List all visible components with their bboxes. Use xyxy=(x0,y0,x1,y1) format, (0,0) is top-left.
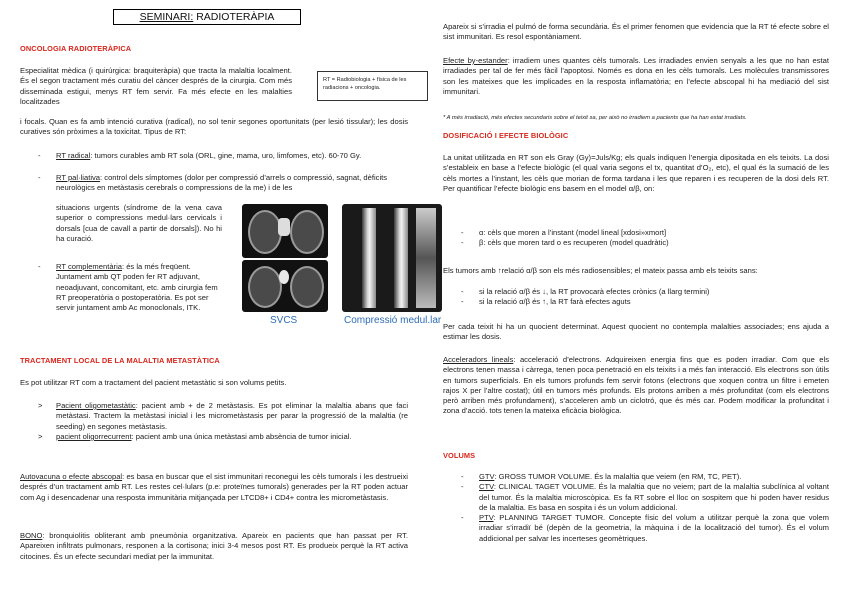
ct-scan-image xyxy=(242,260,328,312)
section-heading-oncologia: ONCOLOGIA RADIOTERÀPICA xyxy=(20,44,132,53)
page-title: SEMINARI: RADIOTERÀPIA xyxy=(113,9,301,25)
list-item: - β: cèls que moren tard o es recuperen (model quadràtic) xyxy=(461,238,669,248)
paragraph-quotient: Per cada teixit hi ha un quocient determinat. Aquest quocient no contempla malalties associades; ens ajuda a estimar les dosis. xyxy=(443,322,829,342)
rt-types-list xyxy=(38,151,408,161)
palliative-continued xyxy=(56,203,222,255)
list-item: - si la relació α/β és ↓, la RT provocarà efectes crònics (a llarg termini) xyxy=(461,287,710,296)
paragraph-intro: Especialitat mèdica (i quirúrgica: braquiteràpia) que tracta la malaltia localment. És el segon tractament més curatiu del càncer després de la cirurgia. Com més disseminada estigui, menys RT fem servir. Fa més efecte en les malalties localitzades xyxy=(20,66,292,106)
spine-mri-image xyxy=(342,204,442,312)
palliative-text: situacions urgents (síndrome de la vena cava superior o compressions medul·lars cervicals i dorsals [cua de cavall a partir de dorsals]). No hi ha curació. xyxy=(56,203,222,243)
medical-images-figure xyxy=(242,204,448,332)
list-item: - RT pal·liativa: control dels símptomes (dolor per compressió d’arrels o compressió, sagnat, dèficits neurològics en metàstasis cerebrals o compressions de la me) i de les xyxy=(38,173,388,193)
alpha-beta-list xyxy=(461,228,829,249)
paragraph-dosimetry: La unitat utilitzada en RT son els Gray (Gy)=Juls/Kg; els quals indiquen l’energia dipositada en els teixits. La dosi s’estableix en base a l’efecte biològic (el qual varia segons el tx, quantitat d’O₂, etc), el qual és la sumació de les cèls mortes a l’instant, les cèls que morian de forma tardana i les que reparen i es recuperen de la dosi dels RT. Per quantificar l’efecte biològic ens basem en el model α/β, on: xyxy=(443,153,829,193)
ratio-list xyxy=(461,287,829,308)
list-item: - PTV: PLANNING TARGET TUMOR. Concepte físic del volum a utilitzar perquè la zona que volem irradiar s’irradiï bé (depèn de la geometria, la màquina i de la localització del tumor). És el volum addicional per salvar les incerteses geomètriques. xyxy=(461,513,829,543)
paragraph-ratio: Els tumors amb ↑relació α/β son els més radiosensibles; el mateix passa amb els teixits sans: xyxy=(443,266,758,275)
section-heading-dosimetry: DOSIFICACIÓ I EFECTE BIOLÒGIC xyxy=(443,131,569,140)
paragraph-intro-cont: i focals. Quan es fa amb intenció curativa (radical), no sol tenir segones oportunitats (per lesió tissular); les dosis curatives són pròximes a la toxicitat. Tipus de RT: xyxy=(20,117,408,137)
list-item: - si la relació α/β és ↑, la RT farà efectes aguts xyxy=(461,297,631,307)
paragraph-accelerators: Acceleradors lineals: acceleració d’electrons. Adquireixen energia fins que es poden irradiar. Com que els electrons tenen massa i càrrega, tenen poca penetració en els teixits i a més fan interacció. Els electrons son útils en tumors superficials. En els tumors profunds fem servir fotons (electrons que xoquen contra un filtre i emeten rajos X per l’altre costat); útil en tumors més profunds. Els protons arriben a més profunditat (com els electrons però arriben més profundament), s’acceleren amb un ciclotró, que és més car. Podem modificar la profunditat i zona d’acció. tots tenen la mateixa eficàcia biològica. xyxy=(443,355,829,416)
paragraph-bystander: Efecte by-estander: irradiem unes quantes cèls tumorals. Les irradiades envien senyals a les que no han estat irradiades per tal de fer més fàcil l’apoptosi. Només es dona en les cèls tumorals. Les molècules transmissores son les mateixes que les implicades en la resposta inflamatòria; en l’efecte abscopal hi ha mediació del sist immunitari. xyxy=(443,56,829,96)
list-item: - GTV: GROSS TUMOR VOLUME. És la malaltia que veiem (en RM, TC, PET). xyxy=(461,472,742,481)
ct-scan-image xyxy=(242,204,328,258)
list-item: - α: cèls que moren a l’instant (model lineal [xdosi»xmort] xyxy=(461,228,667,237)
section-heading-metastatic: TRACTAMENT LOCAL DE LA MALALTIA METASTÀTICA xyxy=(20,356,220,365)
caption-spinal-compression: Compressió medul.lar xyxy=(344,315,442,326)
list-item: - RT complementària: és la més freqüent. Juntament amb QT poden fer RT adjuvant, neoadjuvant, concomitant, etc. amb cirurgia fem RT preoperatòria o postoperatòria. Es pot ser servir juntament amb Ac monoclonals, ITK. xyxy=(38,262,218,313)
paragraph-abscopal: Autovacuna o efecte abscopal: es basa en buscar que el sist immunitari reconegui les cèls tumorals i les destrueixi després d’un tractament amb RT. Les restes cel·lulars (p.e: proteïnes tumorals) generades per la RT poden actuar com Ag i desencadenar una resposta immunitària mitjançada per LTCD8+ i CD4+ contra les micrometàstasis. xyxy=(20,472,408,502)
list-item: - CTV: CLINICAL TAGET VOLUME. És la malaltia que no veiem; part de la malaltia subclínica al voltant del tumor. És la malaltia microscòpica. Es fa RT sobre el lloc on sospitem que hi poden haver residus de la malaltia. Es basa en sospita i és un volum addicional. xyxy=(461,482,829,512)
list-item: - RT radical: tumors curables amb RT sola (ORL, gine, mama, uro, limfomes, etc). 60-70 Gy. xyxy=(38,151,362,160)
paragraph-bono: BONO: bronquiolitis obliterant amb pneumònia organitzativa. Apareix en pacients que han passat per RT. Apareixen infiltrats pulmonars, responen a la cortisona; inici 3-4 mesos post RT. Es produeix perquè la RT activa citocines. És un efecte secundari mediat per la immunitat. xyxy=(20,531,408,561)
list-item: > pacient oligorrecurrent: pacient amb una única metàstasi amb absència de tumor inicial. xyxy=(38,431,352,441)
footnote: * A més irradiació, més efectes secundaris sobre el teixit sa, per això no irradiem a pacients que ha han estat irradiats. xyxy=(443,115,747,121)
section-heading-volumes: VOLUMS xyxy=(443,451,476,460)
metastatic-list xyxy=(38,401,408,442)
paragraph-metastatic: Es pot utilitzar RT com a tractament del pacient metastàtic si son volums petits. xyxy=(20,378,287,387)
list-item: > Pacient oligometastàtic: pacient amb + de 2 metàstasis. Es pot eliminar la malaltia abans que faci metàstasi. Tractem la metàstasi inicial i les micrometàstasis per parar la progressió de la malaltia (re seeding) en segones metàstasis. xyxy=(38,401,409,431)
caption-svcs: SVCS xyxy=(270,315,298,326)
paragraph-bono-cont: Apareix si s’irradia el pulmó de forma secundària. És el primer fenomen que evidencia que la RT té efecte sobre el sist immunitari. Es resol espontàniament. xyxy=(443,22,829,42)
volumes-list xyxy=(461,472,829,544)
note-box: RT = Radiobiologia + física de les radiacions + oncologia. xyxy=(317,71,428,101)
